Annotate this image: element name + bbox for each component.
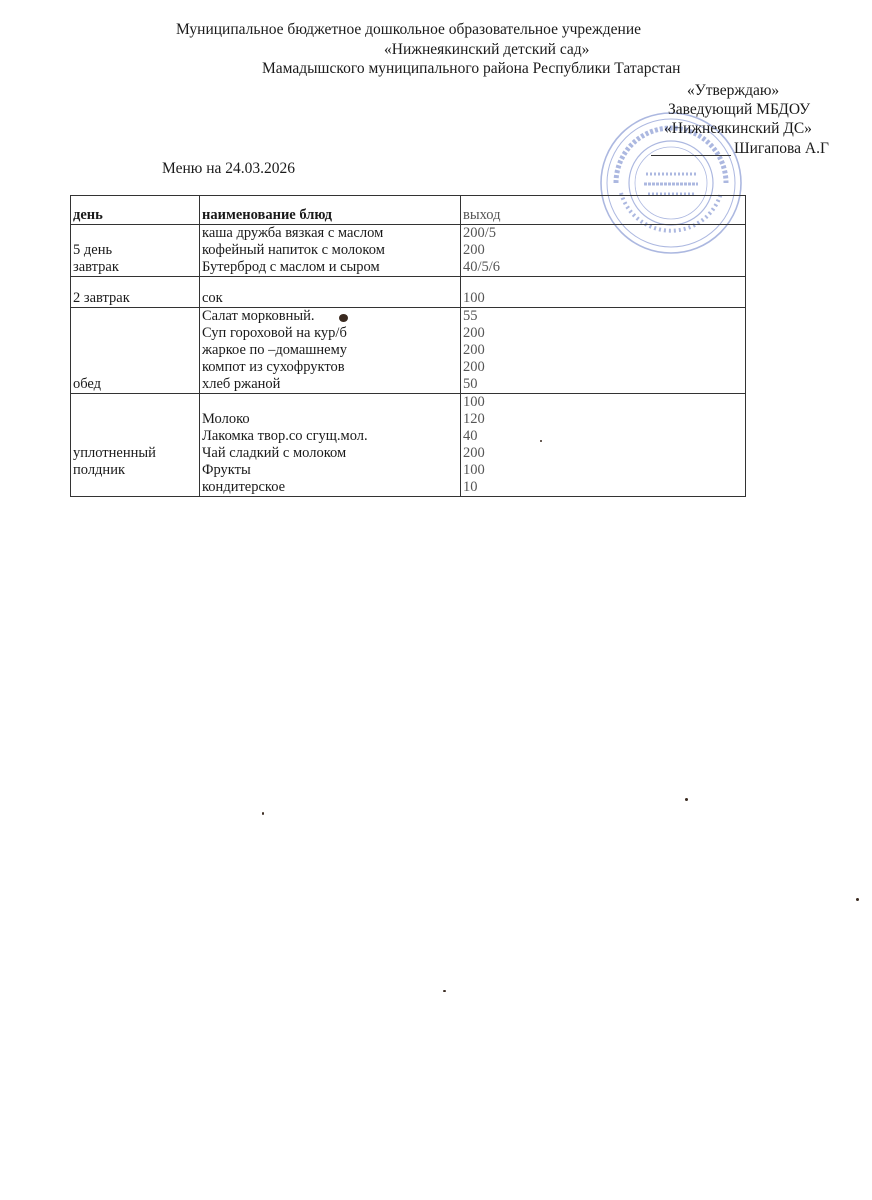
- meal-cell: [71, 277, 200, 308]
- ink-speck: [339, 314, 348, 322]
- header-output: выход: [461, 196, 746, 225]
- output-cell: [461, 394, 746, 497]
- output-value: 50: [463, 376, 478, 392]
- ink-speck: [443, 990, 446, 992]
- meal-label: полдник: [73, 462, 125, 478]
- ink-speck: [262, 812, 264, 815]
- dish-name: хлеб ржаной: [202, 376, 281, 392]
- meal-label: 5 день: [73, 242, 113, 258]
- dish-name: кофейный напиток с молоком: [202, 242, 385, 258]
- output-value: 200: [463, 359, 485, 375]
- output-value: 55: [463, 308, 478, 324]
- dishes-cell: [200, 394, 461, 497]
- menu-table: [70, 195, 746, 497]
- output-value: 200: [463, 445, 485, 461]
- output-value: 100: [463, 290, 485, 306]
- dish-name: Лакомка твор.со сгущ.мол.: [202, 428, 368, 444]
- dish-name: сок: [202, 290, 223, 306]
- dishes-cell: [200, 277, 461, 308]
- ink-speck: [856, 898, 859, 901]
- approval-label: «Утверждаю»: [687, 82, 780, 99]
- org-name-line3: Мамадышского муниципального района Республики Татарстан: [262, 60, 681, 77]
- ink-speck: [685, 798, 688, 801]
- dish-name: каша дружба вязкая с маслом: [202, 225, 384, 241]
- output-value: 10: [463, 479, 478, 495]
- approver-position: Заведующий МБДОУ: [668, 101, 811, 118]
- org-name-line2: «Нижнеякинский детский сад»: [384, 41, 590, 58]
- output-value: 40: [463, 428, 478, 444]
- output-value: 200: [463, 342, 485, 358]
- output-value: 200: [463, 325, 485, 341]
- output-cell: [461, 277, 746, 308]
- signature-line: [651, 155, 731, 156]
- output-value: 120: [463, 411, 485, 427]
- meal-cell: [71, 308, 200, 394]
- ink-speck: [540, 440, 542, 442]
- output-value: 40/5/6: [463, 259, 501, 275]
- dish-name: компот из сухофруктов: [202, 359, 345, 375]
- output-value: 100: [463, 394, 485, 410]
- dish-name: Суп гороховой на кур/б: [202, 325, 347, 341]
- table-row: [71, 277, 746, 308]
- dish-name: кондитерское: [202, 479, 286, 495]
- table-row: [71, 394, 746, 497]
- table-row: [71, 308, 746, 394]
- meal-cell: [71, 225, 200, 277]
- dish-name: Салат морковный.: [202, 308, 315, 324]
- meal-label: 2 завтрак: [73, 290, 130, 306]
- dish-name: Фрукты: [202, 462, 251, 478]
- meal-label: завтрак: [73, 259, 119, 275]
- dish-name: Молоко: [202, 411, 250, 427]
- meal-label: обед: [73, 376, 102, 392]
- dish-name: Чай сладкий с молоком: [202, 445, 347, 461]
- table-header-row: [71, 196, 746, 225]
- dish-name: Бутерброд с маслом и сыром: [202, 259, 380, 275]
- menu-title: Меню на 24.03.2026: [162, 160, 296, 177]
- header-dish-name: наименование блюд: [200, 196, 461, 225]
- output-cell: [461, 225, 746, 277]
- header-day: день: [71, 196, 200, 225]
- org-name-line1: Муниципальное бюджетное дошкольное образовательное учреждение: [176, 21, 641, 38]
- output-cell: [461, 308, 746, 394]
- table-row: [71, 225, 746, 277]
- meal-label: уплотненный: [73, 445, 156, 461]
- approver-name: Шигапова А.Г: [734, 140, 829, 157]
- output-value: 100: [463, 462, 485, 478]
- dishes-cell: [200, 308, 461, 394]
- approver-organization: «Нижнеякинский ДС»: [664, 120, 812, 137]
- dishes-cell: [200, 225, 461, 277]
- output-value: 200: [463, 242, 485, 258]
- dish-name: жаркое по –домашнему: [202, 342, 348, 358]
- output-value: 200/5: [463, 225, 497, 241]
- meal-cell: [71, 394, 200, 497]
